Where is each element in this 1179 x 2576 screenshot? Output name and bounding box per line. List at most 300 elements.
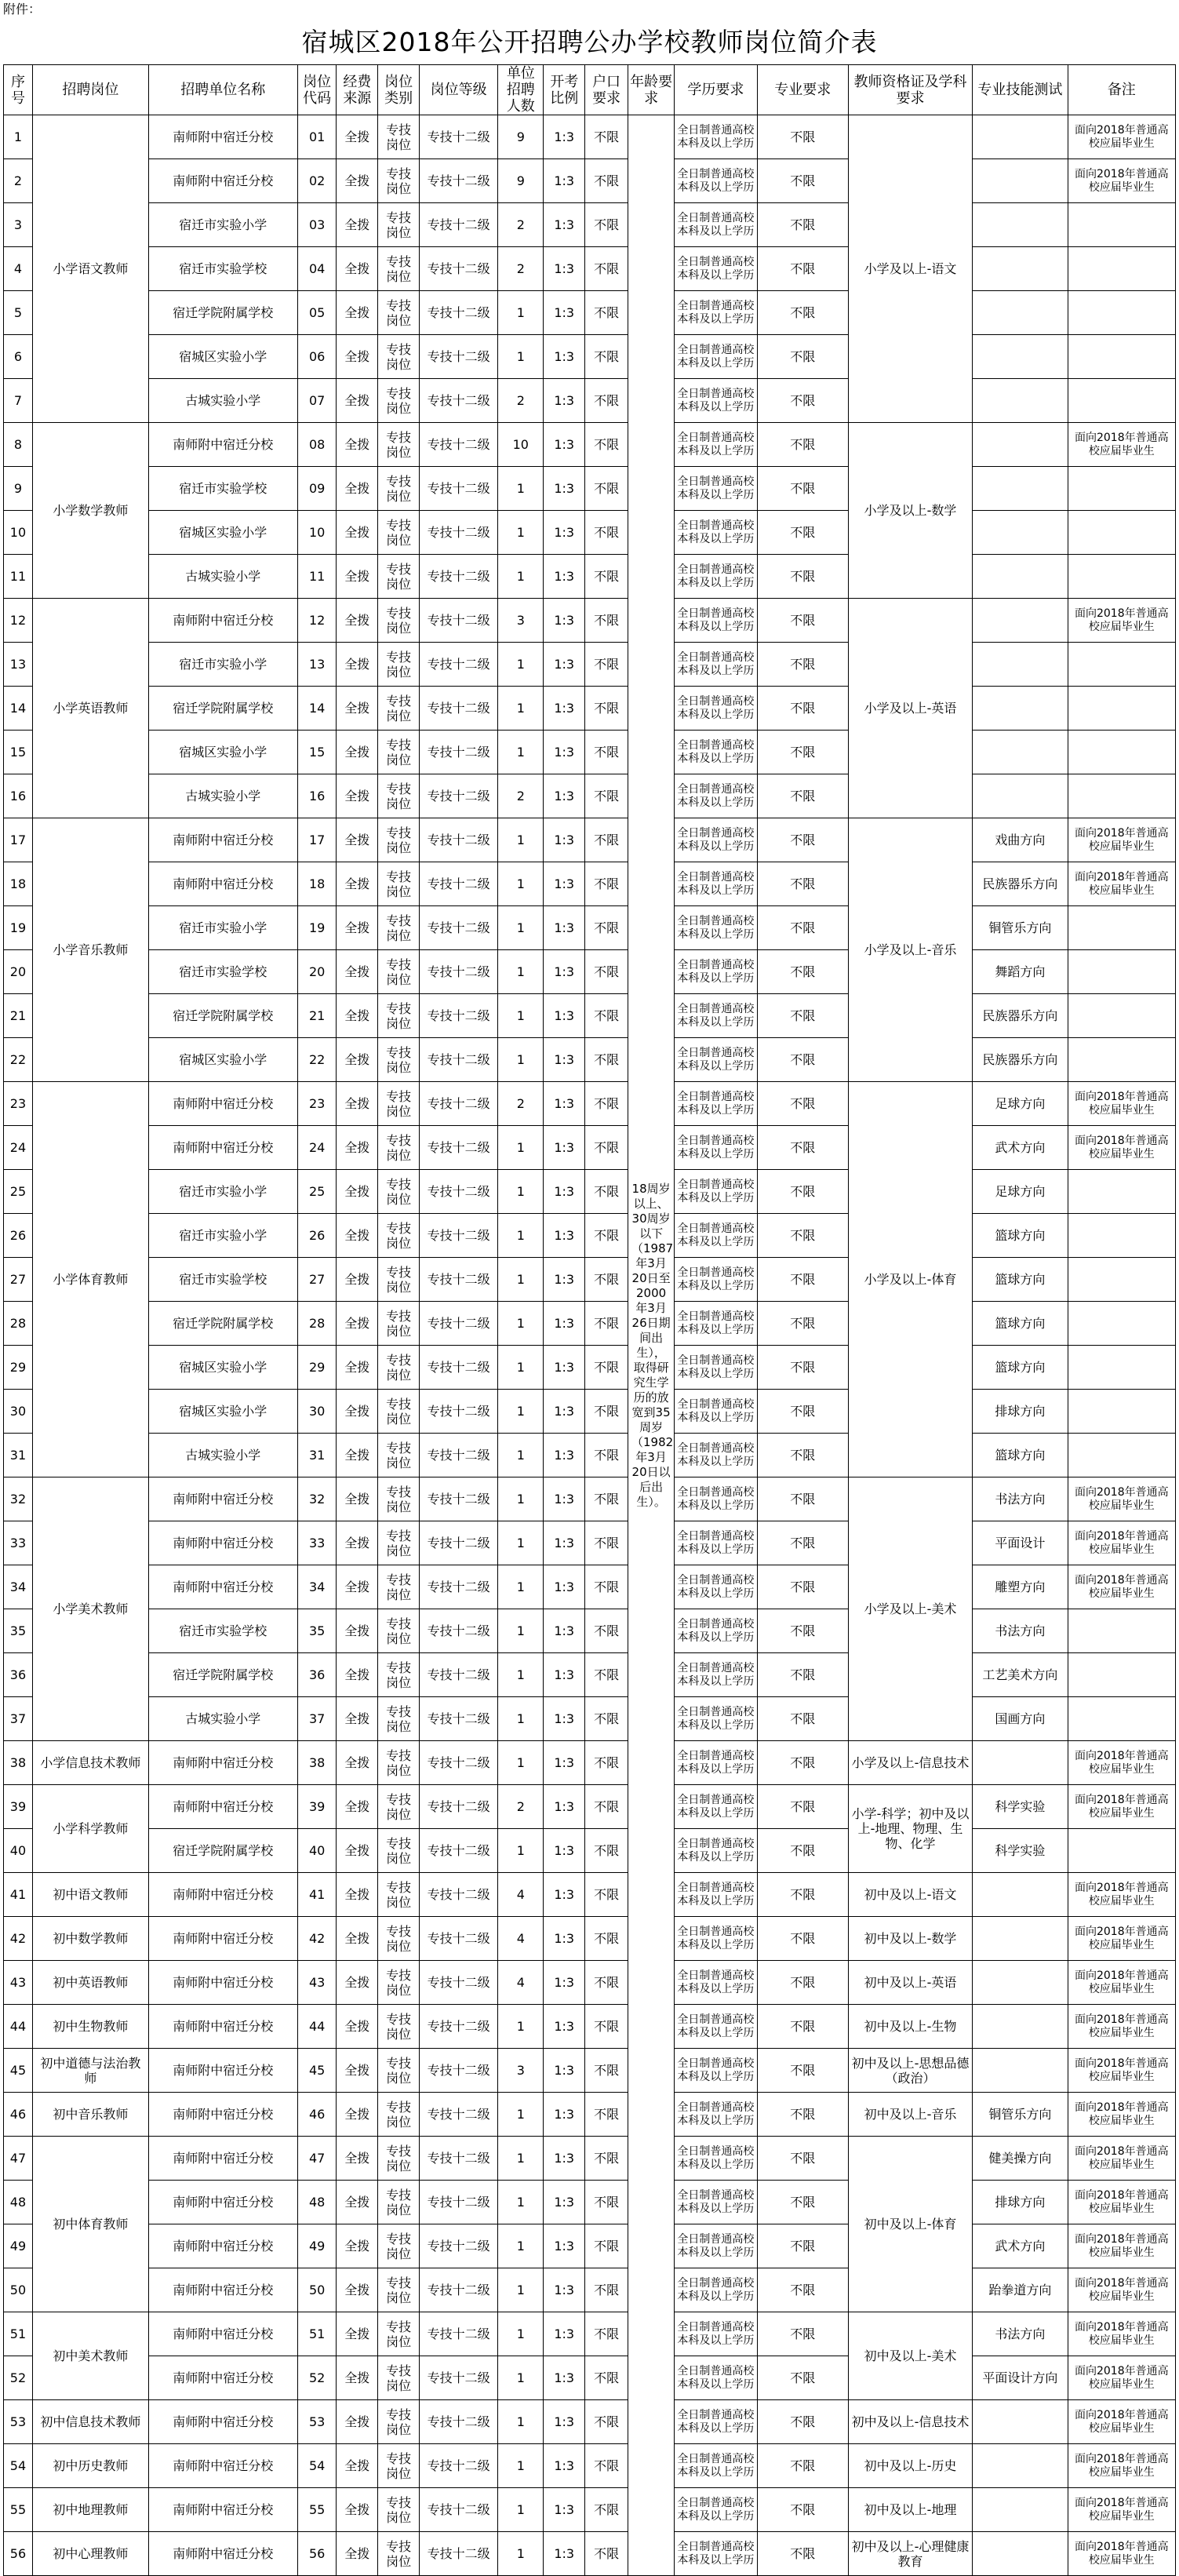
major: 不限 [757, 1521, 848, 1565]
hukou: 不限 [585, 291, 628, 335]
level: 专技十二级 [419, 511, 497, 555]
count: 1 [498, 950, 544, 994]
count: 1 [498, 2400, 544, 2444]
row-no: 11 [4, 555, 33, 599]
funding: 全拨 [337, 1434, 378, 1477]
row-no: 9 [4, 467, 33, 511]
ratio: 1:3 [544, 2268, 585, 2312]
skill-test [973, 2488, 1068, 2532]
major: 不限 [757, 1038, 848, 1082]
hukou: 不限 [585, 2312, 628, 2356]
level: 专技十二级 [419, 2224, 497, 2268]
remark [1068, 1258, 1175, 1302]
unit-name: 古城实验小学 [148, 379, 297, 423]
funding: 全拨 [337, 818, 378, 862]
header-hukou: 户口要求 [585, 65, 628, 115]
level: 专技十二级 [419, 2312, 497, 2356]
remark [1068, 994, 1175, 1038]
row-no: 45 [4, 2049, 33, 2093]
major: 不限 [757, 1785, 848, 1829]
row-no: 40 [4, 1829, 33, 1873]
hukou: 不限 [585, 862, 628, 906]
funding: 全拨 [337, 1873, 378, 1917]
funding: 全拨 [337, 643, 378, 687]
skill-test: 足球方向 [973, 1082, 1068, 1126]
unit-name: 南师附中宿迁分校 [148, 2312, 297, 2356]
unit-name: 宿迁学院附属学校 [148, 994, 297, 1038]
post-code: 27 [297, 1258, 337, 1302]
unit-name: 宿城区实验小学 [148, 731, 297, 774]
education: 全日制普通高校本科及以上学历 [675, 467, 758, 511]
header-category: 岗位类别 [378, 65, 420, 115]
row-no: 33 [4, 1521, 33, 1565]
skill-test [973, 159, 1068, 203]
category: 专技岗位 [378, 1741, 420, 1785]
major: 不限 [757, 1829, 848, 1873]
count: 1 [498, 2093, 544, 2137]
level: 专技十二级 [419, 2532, 497, 2576]
level: 专技十二级 [419, 1258, 497, 1302]
skill-test: 书法方向 [973, 1477, 1068, 1521]
major: 不限 [757, 731, 848, 774]
education: 全日制普通高校本科及以上学历 [675, 1302, 758, 1346]
skill-test: 篮球方向 [973, 1434, 1068, 1477]
skill-test [973, 2532, 1068, 2576]
funding: 全拨 [337, 1961, 378, 2005]
major: 不限 [757, 555, 848, 599]
remark [1068, 1346, 1175, 1390]
skill-test: 书法方向 [973, 1609, 1068, 1653]
unit-name: 南师附中宿迁分校 [148, 862, 297, 906]
skill-test [973, 291, 1068, 335]
remark: 面向2018年普通高校应届毕业生 [1068, 2312, 1175, 2356]
post-name: 小学英语教师 [32, 599, 148, 818]
major: 不限 [757, 2049, 848, 2093]
attachment-note: 附件： [3, 2, 42, 16]
ratio: 1:3 [544, 1873, 585, 1917]
count: 1 [498, 291, 544, 335]
hukou: 不限 [585, 906, 628, 950]
post-code: 54 [297, 2444, 337, 2488]
skill-test: 民族器乐方向 [973, 862, 1068, 906]
header-no: 序号 [4, 65, 33, 115]
remark: 面向2018年普通高校应届毕业生 [1068, 1873, 1175, 1917]
major: 不限 [757, 159, 848, 203]
education: 全日制普通高校本科及以上学历 [675, 2444, 758, 2488]
funding: 全拨 [337, 1170, 378, 1214]
hukou: 不限 [585, 1434, 628, 1477]
post-name: 初中地理教师 [32, 2488, 148, 2532]
count: 1 [498, 2181, 544, 2224]
count: 1 [498, 1214, 544, 1258]
funding: 全拨 [337, 1258, 378, 1302]
post-code: 55 [297, 2488, 337, 2532]
education: 全日制普通高校本科及以上学历 [675, 2268, 758, 2312]
post-code: 40 [297, 1829, 337, 1873]
remark: 面向2018年普通高校应届毕业生 [1068, 2093, 1175, 2137]
funding: 全拨 [337, 2005, 378, 2049]
certificate: 初中及以上-生物 [848, 2005, 972, 2049]
hukou: 不限 [585, 555, 628, 599]
unit-name: 宿迁市实验小学 [148, 906, 297, 950]
remark: 面向2018年普通高校应届毕业生 [1068, 818, 1175, 862]
funding: 全拨 [337, 1829, 378, 1873]
education: 全日制普通高校本科及以上学历 [675, 423, 758, 467]
table-row [4, 687, 1176, 731]
major: 不限 [757, 2137, 848, 2181]
ratio: 1:3 [544, 467, 585, 511]
row-no: 54 [4, 2444, 33, 2488]
education: 全日制普通高校本科及以上学历 [675, 2400, 758, 2444]
row-no: 6 [4, 335, 33, 379]
remark [1068, 1434, 1175, 1477]
funding: 全拨 [337, 1477, 378, 1521]
header-code: 岗位代码 [297, 65, 337, 115]
ratio: 1:3 [544, 1741, 585, 1785]
education: 全日制普通高校本科及以上学历 [675, 159, 758, 203]
ratio: 1:3 [544, 2005, 585, 2049]
level: 专技十二级 [419, 2181, 497, 2224]
level: 专技十二级 [419, 159, 497, 203]
post-code: 39 [297, 1785, 337, 1829]
certificate: 小学及以上-语文 [848, 115, 972, 423]
ratio: 1:3 [544, 1302, 585, 1346]
post-name: 初中美术教师 [32, 2312, 148, 2400]
funding: 全拨 [337, 906, 378, 950]
row-no: 23 [4, 1082, 33, 1126]
hukou: 不限 [585, 1477, 628, 1521]
remark [1068, 687, 1175, 731]
post-name: 初中音乐教师 [32, 2093, 148, 2137]
ratio: 1:3 [544, 159, 585, 203]
ratio: 1:3 [544, 1609, 585, 1653]
major: 不限 [757, 2356, 848, 2400]
count: 1 [498, 1434, 544, 1477]
skill-test: 科学实验 [973, 1785, 1068, 1829]
category: 专技岗位 [378, 1917, 420, 1961]
table-row [4, 1214, 1176, 1258]
certificate: 小学-科学；初中及以上-地理、物理、生物、化学 [848, 1785, 972, 1873]
category: 专技岗位 [378, 906, 420, 950]
table-row [4, 379, 1176, 423]
ratio: 1:3 [544, 774, 585, 818]
ratio: 1:3 [544, 2181, 585, 2224]
hukou: 不限 [585, 2268, 628, 2312]
major: 不限 [757, 1170, 848, 1214]
remark: 面向2018年普通高校应届毕业生 [1068, 1917, 1175, 1961]
row-no: 24 [4, 1126, 33, 1170]
post-name: 初中生物教师 [32, 2005, 148, 2049]
category: 专技岗位 [378, 818, 420, 862]
funding: 全拨 [337, 2181, 378, 2224]
unit-name: 南师附中宿迁分校 [148, 2488, 297, 2532]
table-row [4, 1346, 1176, 1390]
level: 专技十二级 [419, 335, 497, 379]
post-code: 44 [297, 2005, 337, 2049]
level: 专技十二级 [419, 555, 497, 599]
education: 全日制普通高校本科及以上学历 [675, 1214, 758, 1258]
post-code: 34 [297, 1565, 337, 1609]
education: 全日制普通高校本科及以上学历 [675, 2049, 758, 2093]
funding: 全拨 [337, 511, 378, 555]
funding: 全拨 [337, 994, 378, 1038]
table-row [4, 1829, 1176, 1873]
hukou: 不限 [585, 2093, 628, 2137]
header-remark: 备注 [1068, 65, 1175, 115]
row-no: 39 [4, 1785, 33, 1829]
table-row [4, 1170, 1176, 1214]
table-row [4, 2049, 1176, 2093]
level: 专技十二级 [419, 1521, 497, 1565]
hukou: 不限 [585, 731, 628, 774]
education: 全日制普通高校本科及以上学历 [675, 1038, 758, 1082]
funding: 全拨 [337, 1302, 378, 1346]
level: 专技十二级 [419, 862, 497, 906]
major: 不限 [757, 1961, 848, 2005]
major: 不限 [757, 1697, 848, 1741]
skill-test: 平面设计方向 [973, 2356, 1068, 2400]
remark [1068, 467, 1175, 511]
unit-name: 南师附中宿迁分校 [148, 1785, 297, 1829]
category: 专技岗位 [378, 379, 420, 423]
count: 1 [498, 643, 544, 687]
education: 全日制普通高校本科及以上学历 [675, 1170, 758, 1214]
unit-name: 宿迁市实验学校 [148, 1609, 297, 1653]
hukou: 不限 [585, 994, 628, 1038]
major: 不限 [757, 1302, 848, 1346]
header-level: 岗位等级 [419, 65, 497, 115]
category: 专技岗位 [378, 1829, 420, 1873]
post-code: 20 [297, 950, 337, 994]
remark: 面向2018年普通高校应届毕业生 [1068, 1565, 1175, 1609]
level: 专技十二级 [419, 379, 497, 423]
post-code: 17 [297, 818, 337, 862]
hukou: 不限 [585, 2224, 628, 2268]
category: 专技岗位 [378, 994, 420, 1038]
education: 全日制普通高校本科及以上学历 [675, 2137, 758, 2181]
remark: 面向2018年普通高校应届毕业生 [1068, 2356, 1175, 2400]
count: 4 [498, 1873, 544, 1917]
funding: 全拨 [337, 2049, 378, 2093]
remark [1068, 291, 1175, 335]
funding: 全拨 [337, 731, 378, 774]
skill-test: 排球方向 [973, 2181, 1068, 2224]
post-code: 24 [297, 1126, 337, 1170]
funding: 全拨 [337, 1785, 378, 1829]
count: 1 [498, 1038, 544, 1082]
remark: 面向2018年普通高校应届毕业生 [1068, 1521, 1175, 1565]
row-no: 53 [4, 2400, 33, 2444]
remark: 面向2018年普通高校应届毕业生 [1068, 2532, 1175, 2576]
education: 全日制普通高校本科及以上学历 [675, 2488, 758, 2532]
ratio: 1:3 [544, 555, 585, 599]
post-code: 46 [297, 2093, 337, 2137]
major: 不限 [757, 1565, 848, 1609]
funding: 全拨 [337, 2224, 378, 2268]
hukou: 不限 [585, 2049, 628, 2093]
funding: 全拨 [337, 2312, 378, 2356]
post-name: 初中历史教师 [32, 2444, 148, 2488]
education: 全日制普通高校本科及以上学历 [675, 862, 758, 906]
skill-test: 武术方向 [973, 2224, 1068, 2268]
category: 专技岗位 [378, 2400, 420, 2444]
post-code: 52 [297, 2356, 337, 2400]
hukou: 不限 [585, 1038, 628, 1082]
major: 不限 [757, 2093, 848, 2137]
major: 不限 [757, 203, 848, 247]
skill-test [973, 247, 1068, 291]
row-no: 37 [4, 1697, 33, 1741]
post-code: 19 [297, 906, 337, 950]
major: 不限 [757, 423, 848, 467]
post-code: 16 [297, 774, 337, 818]
unit-name: 宿城区实验小学 [148, 335, 297, 379]
hukou: 不限 [585, 335, 628, 379]
post-code: 15 [297, 731, 337, 774]
hukou: 不限 [585, 423, 628, 467]
funding: 全拨 [337, 1082, 378, 1126]
hukou: 不限 [585, 1917, 628, 1961]
ratio: 1:3 [544, 203, 585, 247]
post-name: 初中数学教师 [32, 1917, 148, 1961]
row-no: 38 [4, 1741, 33, 1785]
skill-test: 民族器乐方向 [973, 994, 1068, 1038]
ratio: 1:3 [544, 1565, 585, 1609]
ratio: 1:3 [544, 1917, 585, 1961]
post-code: 01 [297, 115, 337, 159]
remark: 面向2018年普通高校应届毕业生 [1068, 1785, 1175, 1829]
funding: 全拨 [337, 159, 378, 203]
ratio: 1:3 [544, 643, 585, 687]
hukou: 不限 [585, 1126, 628, 1170]
unit-name: 南师附中宿迁分校 [148, 1521, 297, 1565]
hukou: 不限 [585, 2356, 628, 2400]
ratio: 1:3 [544, 2444, 585, 2488]
funding: 全拨 [337, 1346, 378, 1390]
education: 全日制普通高校本科及以上学历 [675, 950, 758, 994]
education: 全日制普通高校本科及以上学历 [675, 1829, 758, 1873]
hukou: 不限 [585, 1170, 628, 1214]
education: 全日制普通高校本科及以上学历 [675, 1521, 758, 1565]
ratio: 1:3 [544, 1258, 585, 1302]
table-row [4, 159, 1176, 203]
row-no: 12 [4, 599, 33, 643]
table-row [4, 2093, 1176, 2137]
unit-name: 宿迁学院附属学校 [148, 1653, 297, 1697]
hukou: 不限 [585, 818, 628, 862]
category: 专技岗位 [378, 1346, 420, 1390]
remark: 面向2018年普通高校应届毕业生 [1068, 2049, 1175, 2093]
unit-name: 宿迁学院附属学校 [148, 687, 297, 731]
level: 专技十二级 [419, 687, 497, 731]
row-no: 18 [4, 862, 33, 906]
table-row [4, 1697, 1176, 1741]
unit-name: 南师附中宿迁分校 [148, 2268, 297, 2312]
unit-name: 南师附中宿迁分校 [148, 1873, 297, 1917]
count: 1 [498, 994, 544, 1038]
row-no: 17 [4, 818, 33, 862]
post-code: 12 [297, 599, 337, 643]
certificate: 初中及以上-地理 [848, 2488, 972, 2532]
category: 专技岗位 [378, 599, 420, 643]
table-row [4, 423, 1176, 467]
row-no: 43 [4, 1961, 33, 2005]
post-name: 小学语文教师 [32, 115, 148, 423]
level: 专技十二级 [419, 203, 497, 247]
level: 专技十二级 [419, 1038, 497, 1082]
major: 不限 [757, 1434, 848, 1477]
unit-name: 宿迁市实验学校 [148, 1258, 297, 1302]
education: 全日制普通高校本科及以上学历 [675, 818, 758, 862]
post-code: 07 [297, 379, 337, 423]
unit-name: 南师附中宿迁分校 [148, 115, 297, 159]
skill-test [973, 555, 1068, 599]
unit-name: 南师附中宿迁分校 [148, 1961, 297, 2005]
post-code: 26 [297, 1214, 337, 1258]
post-code: 14 [297, 687, 337, 731]
table-row [4, 335, 1176, 379]
remark [1068, 555, 1175, 599]
count: 2 [498, 203, 544, 247]
hukou: 不限 [585, 2400, 628, 2444]
table-row [4, 731, 1176, 774]
table-row [4, 906, 1176, 950]
row-no: 15 [4, 731, 33, 774]
table-row [4, 2532, 1176, 2576]
level: 专技十二级 [419, 818, 497, 862]
row-no: 46 [4, 2093, 33, 2137]
ratio: 1:3 [544, 2400, 585, 2444]
level: 专技十二级 [419, 2444, 497, 2488]
row-no: 8 [4, 423, 33, 467]
major: 不限 [757, 467, 848, 511]
skill-test: 铜管乐方向 [973, 906, 1068, 950]
skill-test: 跆拳道方向 [973, 2268, 1068, 2312]
funding: 全拨 [337, 555, 378, 599]
post-code: 35 [297, 1609, 337, 1653]
table-body [4, 115, 1176, 2576]
education: 全日制普通高校本科及以上学历 [675, 1785, 758, 1829]
category: 专技岗位 [378, 1521, 420, 1565]
major: 不限 [757, 818, 848, 862]
table-row [4, 2137, 1176, 2181]
category: 专技岗位 [378, 423, 420, 467]
ratio: 1:3 [544, 2312, 585, 2356]
ratio: 1:3 [544, 247, 585, 291]
post-name: 小学数学教师 [32, 423, 148, 599]
level: 专技十二级 [419, 1214, 497, 1258]
header-major: 专业要求 [757, 65, 848, 115]
level: 专技十二级 [419, 906, 497, 950]
post-code: 41 [297, 1873, 337, 1917]
header-skill: 专业技能测试 [973, 65, 1068, 115]
major: 不限 [757, 2005, 848, 2049]
ratio: 1:3 [544, 1214, 585, 1258]
skill-test: 篮球方向 [973, 1258, 1068, 1302]
post-code: 47 [297, 2137, 337, 2181]
funding: 全拨 [337, 1038, 378, 1082]
table-row [4, 1390, 1176, 1434]
funding: 全拨 [337, 1609, 378, 1653]
count: 1 [498, 2356, 544, 2400]
education: 全日制普通高校本科及以上学历 [675, 555, 758, 599]
education: 全日制普通高校本科及以上学历 [675, 2005, 758, 2049]
education: 全日制普通高校本科及以上学历 [675, 1390, 758, 1434]
skill-test: 雕塑方向 [973, 1565, 1068, 1609]
hukou: 不限 [585, 2488, 628, 2532]
ratio: 1:3 [544, 862, 585, 906]
skill-test: 戏曲方向 [973, 818, 1068, 862]
